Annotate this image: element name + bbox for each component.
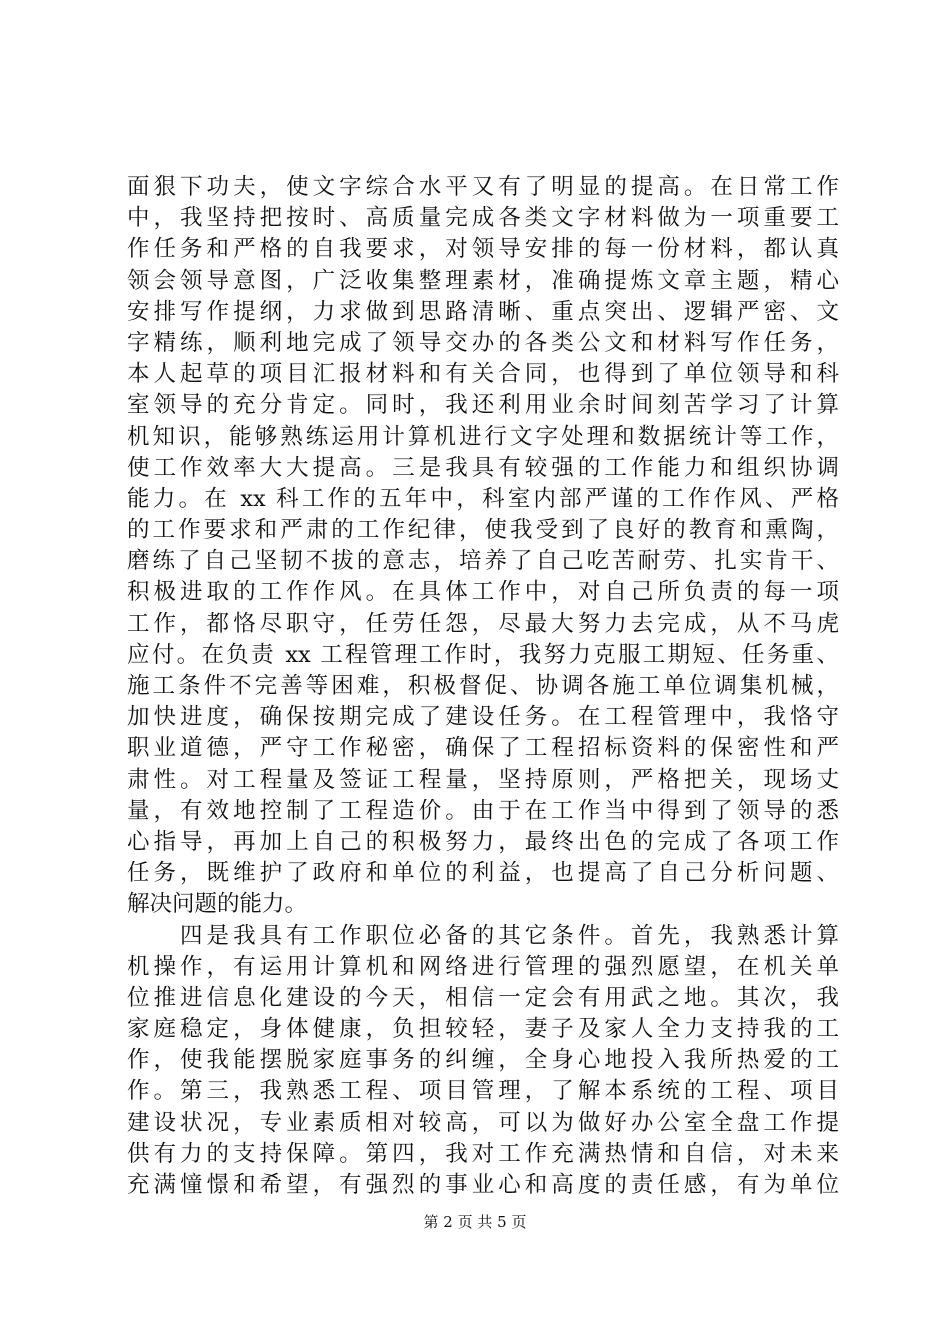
text-line: 的工作要求和严肃的工作纪律，使我受到了良好的教育和熏陶， <box>127 517 839 544</box>
text-line: 位推进信息化建设的今天，相信一定会有用武之地。其次，我 <box>127 984 839 1011</box>
text-line: 供有力的支持保障。第四，我对工作充满热情和自信，对未来 <box>127 1140 839 1167</box>
text-line: 中，我坚持把按时、高质量完成各类文字材料做为一项重要工 <box>127 205 839 232</box>
text-line: 字精练，顺利地完成了领导交办的各类公文和材料写作任务， <box>127 329 839 356</box>
text-line: 量，有效地控制了工程造价。由于在工作当中得到了领导的悉 <box>127 797 839 824</box>
text-line: 任务，既维护了政府和单位的利益，也提高了自己分析问题、 <box>127 860 839 887</box>
text-line: 解决问题的能力。 <box>127 891 308 918</box>
text-line: 本人起草的项目汇报材料和有关合同，也得到了单位领导和科 <box>127 361 839 388</box>
text-line: 机操作，有运用计算机和网络进行管理的强烈愿望，在机关单 <box>127 953 839 980</box>
text-line: 磨练了自己坚韧不拔的意志，培养了自己吃苦耐劳、扎实肯干、 <box>127 548 839 575</box>
text-line: 作，使我能摆脱家庭事务的纠缠，全身心地投入我所热爱的工 <box>127 1047 839 1074</box>
page-footer: 第 2 页 共 5 页 <box>423 1213 527 1231</box>
text-line: 肃性。对工程量及签证工程量，坚持原则，严格把关，现场丈 <box>127 766 839 793</box>
text-line: 能力。在 xx 科工作的五年中，科室内部严谨的工作作风、严格 <box>127 485 839 512</box>
body-text <box>127 172 839 1201</box>
text-line: 使工作效率大大提高。三是我具有较强的工作能力和组织协调 <box>127 454 839 481</box>
text-line: 施工条件不完善等困难，积极督促、协调各施工单位调集机械， <box>127 673 839 699</box>
text-line: 积极进取的工作作风。在具体工作中，对自己所负责的每一项 <box>127 579 839 606</box>
text-line: 面狠下功夫，使文字综合水平又有了明显的提高。在日常工作 <box>127 174 839 200</box>
text-line: 应付。在负责 xx 工程管理工作时，我努力克服工期短、任务重、 <box>127 641 839 668</box>
text-line: 加快进度，确保按期完成了建设任务。在工程管理中，我恪守 <box>127 704 839 731</box>
text-line: 安排写作提纲，力求做到思路清晰、重点突出、逻辑严密、文 <box>127 298 839 325</box>
text-line: 职业道德，严守工作秘密，确保了工程招标资料的保密性和严 <box>127 735 839 762</box>
text-line: 室领导的充分肯定。同时，我还利用业余时间刻苦学习了计算 <box>127 392 839 419</box>
text-line: 作任务和严格的自我要求，对领导安排的每一份材料，都认真 <box>127 236 839 263</box>
text-line: 充满憧憬和希望，有强烈的事业心和高度的责任感，有为单位 <box>127 1172 839 1198</box>
text-line: 领会领导意图，广泛收集整理素材，准确提炼文章主题，精心 <box>127 267 839 294</box>
text-line: 建设状况，专业素质相对较高，可以为做好办公室全盘工作提 <box>127 1109 839 1136</box>
text-line: 机知识，能够熟练运用计算机进行文字处理和数据统计等工作， <box>127 423 839 450</box>
text-line: 作。第三，我熟悉工程、项目管理，了解本系统的工程、项目 <box>127 1078 839 1105</box>
text-line: 四是我具有工作职位必备的其它条件。首先，我熟悉计算 <box>127 922 839 949</box>
text-line: 工作，都恪尽职守，任劳任怨，尽最大努力去完成，从不马虎 <box>127 610 839 637</box>
text-line: 家庭稳定，身体健康，负担较轻，妻子及家人全力支持我的工 <box>127 1016 839 1043</box>
text-line: 心指导，再加上自己的积极努力，最终出色的完成了各项工作 <box>127 828 839 855</box>
